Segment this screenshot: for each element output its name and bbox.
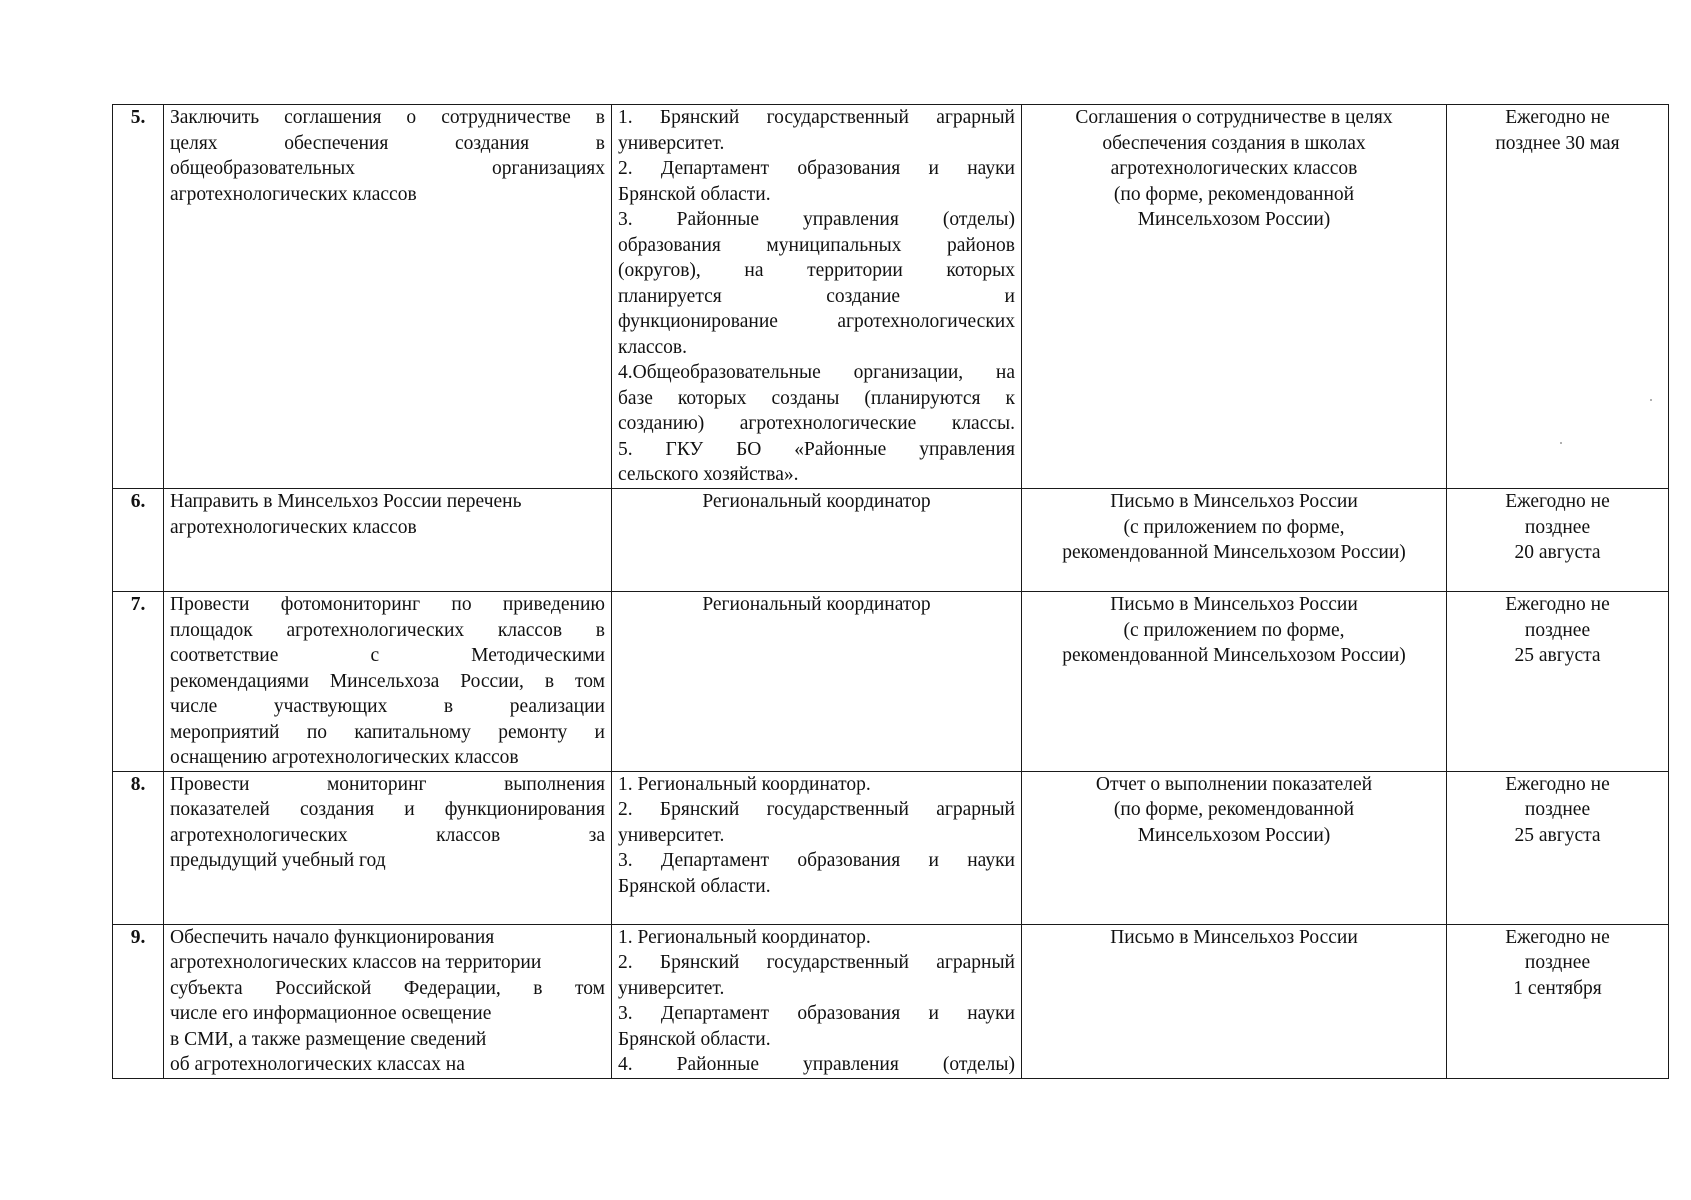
text-line: 1 сентября [1513,977,1602,999]
text-line: обеспечения создания в школах [1102,132,1366,154]
text-line: Заключить соглашения о сотрудничестве в [170,107,605,128]
text-line: (округов), на территории которых [618,260,1015,281]
text-line: рекомендациями Минсельхоза России, в том [170,670,605,692]
table-row [113,489,1669,592]
text-line: Направить в Минсельхоз России перечень [170,491,522,512]
text-line: классов. [618,336,688,358]
executors-cell [612,105,1022,489]
text-line: Провести фотомониторинг по приведению [170,594,605,615]
text-line: Минсельхозом России) [1137,209,1331,230]
document-cell [1022,771,1447,924]
text-line: предыдущий учебный год [170,850,386,871]
text-line: 3. Департамент образования и науки [618,1003,1015,1024]
text-line: планируется создание и [618,285,1015,307]
text-line: позднее [1524,952,1591,973]
document-cell [1022,924,1447,1078]
text-line: числе участвующих в реализации [170,696,605,717]
action-cell [164,489,612,592]
term-cell [1447,105,1669,489]
text-line: 20 августа [1514,542,1601,563]
row-number: 5. [113,105,164,489]
text-line: агротехнологических классов на территории [170,952,542,973]
executors-cell [612,771,1022,924]
text-line: Региональный координатор [702,594,931,615]
text-line: функционирование агротехнологических [618,311,1015,332]
text-line: Письмо в Минсельхоз России [1110,926,1358,948]
text-line: агротехнологических классов [1110,158,1358,179]
row-number: 8. [113,771,164,924]
text-line: агротехнологических классов [170,516,417,538]
term-cell [1447,924,1669,1078]
text-line: 2. Департамент образования и науки [618,158,1015,179]
text-line: позднее [1524,799,1591,820]
text-line: Брянской области. [618,875,771,897]
text-line: рекомендованной Минсельхозом России) [1062,645,1406,666]
plan-table-body [113,105,1669,1079]
text-line: 5. ГКУ БО «Районные управления [618,438,1015,460]
text-line: Ежегодно не [1505,491,1610,512]
text-line: оснащению агротехнологических классов [170,747,519,768]
text-line: 2. Брянский государственный аграрный [618,799,1015,820]
action-cell [164,592,612,772]
text-line: агротехнологических классов [170,183,417,205]
document-cell [1022,489,1447,592]
scan-speck [1650,399,1652,401]
executors-cell [612,592,1022,772]
text-line: 3. Районные управления (отделы) [618,209,1015,230]
row-number: 7. [113,592,164,772]
text-line: (с приложением по форме, [1123,516,1345,538]
text-line: 4. Районные управления (отделы) [618,1054,1015,1075]
table-row [113,592,1669,772]
document-cell [1022,105,1447,489]
text-line: Брянской области. [618,183,771,205]
text-line: агротехнологических классов за [170,824,605,846]
text-line: рекомендованной Минсельхозом России) [1062,542,1406,563]
text-line: университет. [618,132,725,154]
plan-table [112,104,1669,1079]
row-number: 6. [113,489,164,592]
document-cell [1022,592,1447,772]
scan-speck [1560,442,1562,444]
text-line: Региональный координатор [702,491,931,512]
text-line: позднее [1524,619,1591,641]
text-line: (по форме, рекомендованной [1113,799,1355,820]
text-line: университет. [618,824,725,846]
text-line: числе его информационное освещение [170,1003,492,1024]
action-cell [164,105,612,489]
term-cell [1447,489,1669,592]
text-line: 25 августа [1514,824,1601,846]
text-line: позднее 30 мая [1495,132,1620,154]
action-cell [164,924,612,1078]
text-line: субъекта Российской Федерации, в том [170,977,605,999]
text-line: (с приложением по форме, [1123,619,1345,641]
text-line: 2. Брянский государственный аграрный [618,952,1015,973]
text-line: базе которых созданы (планируются к [618,387,1015,409]
row-number: 9. [113,924,164,1078]
text-line: (по форме, рекомендованной [1113,183,1355,205]
text-line: общеобразовательных организациях [170,158,605,179]
text-line: 4.Общеобразовательные организации, на [618,362,1015,383]
text-line: соответствие с Методическими [170,645,605,666]
text-line: показателей создания и функционирования [170,799,605,820]
text-line: Соглашения о сотрудничестве в целях [1075,107,1393,128]
text-line: Ежегодно не [1505,594,1610,615]
executors-cell [612,924,1022,1078]
text-line: Ежегодно не [1505,107,1610,128]
executors-cell [612,489,1022,592]
text-line: сельского хозяйства». [618,464,799,485]
text-line: 1. Региональный координатор. [618,773,871,795]
text-line: Письмо в Минсельхоз России [1110,594,1358,615]
text-line: Обеспечить начало функционирования [170,926,495,948]
text-line: об агротехнологических классах на [170,1054,465,1075]
table-row [113,105,1669,489]
text-line: 25 августа [1514,645,1601,666]
text-line: 1. Региональный координатор. [618,926,871,948]
text-line: Минсельхозом России) [1137,824,1331,846]
text-line: Ежегодно не [1505,773,1610,795]
text-line: Отчет о выполнении показателей [1095,773,1373,795]
text-line: 1. Брянский государственный аграрный [618,107,1015,128]
action-cell [164,771,612,924]
text-line: Письмо в Минсельхоз России [1110,491,1358,512]
text-line: университет. [618,977,725,999]
text-line: Ежегодно не [1505,926,1610,948]
text-line: образования муниципальных районов [618,234,1015,256]
term-cell [1447,771,1669,924]
text-line: позднее [1524,516,1591,538]
text-line: мероприятий по капитальному ремонту и [170,721,605,743]
text-line: целях обеспечения создания в [170,132,605,154]
text-line: Брянской области. [618,1028,771,1050]
table-row [113,924,1669,1078]
text-line: в СМИ, а также размещение сведений [170,1028,487,1050]
text-line: Провести мониторинг выполнения [170,773,605,795]
text-line: площадок агротехнологических классов в [170,619,605,641]
text-line: созданию) агротехнологические классы. [618,413,1015,434]
term-cell [1447,592,1669,772]
text-line: 3. Департамент образования и науки [618,850,1015,871]
table-row [113,771,1669,924]
